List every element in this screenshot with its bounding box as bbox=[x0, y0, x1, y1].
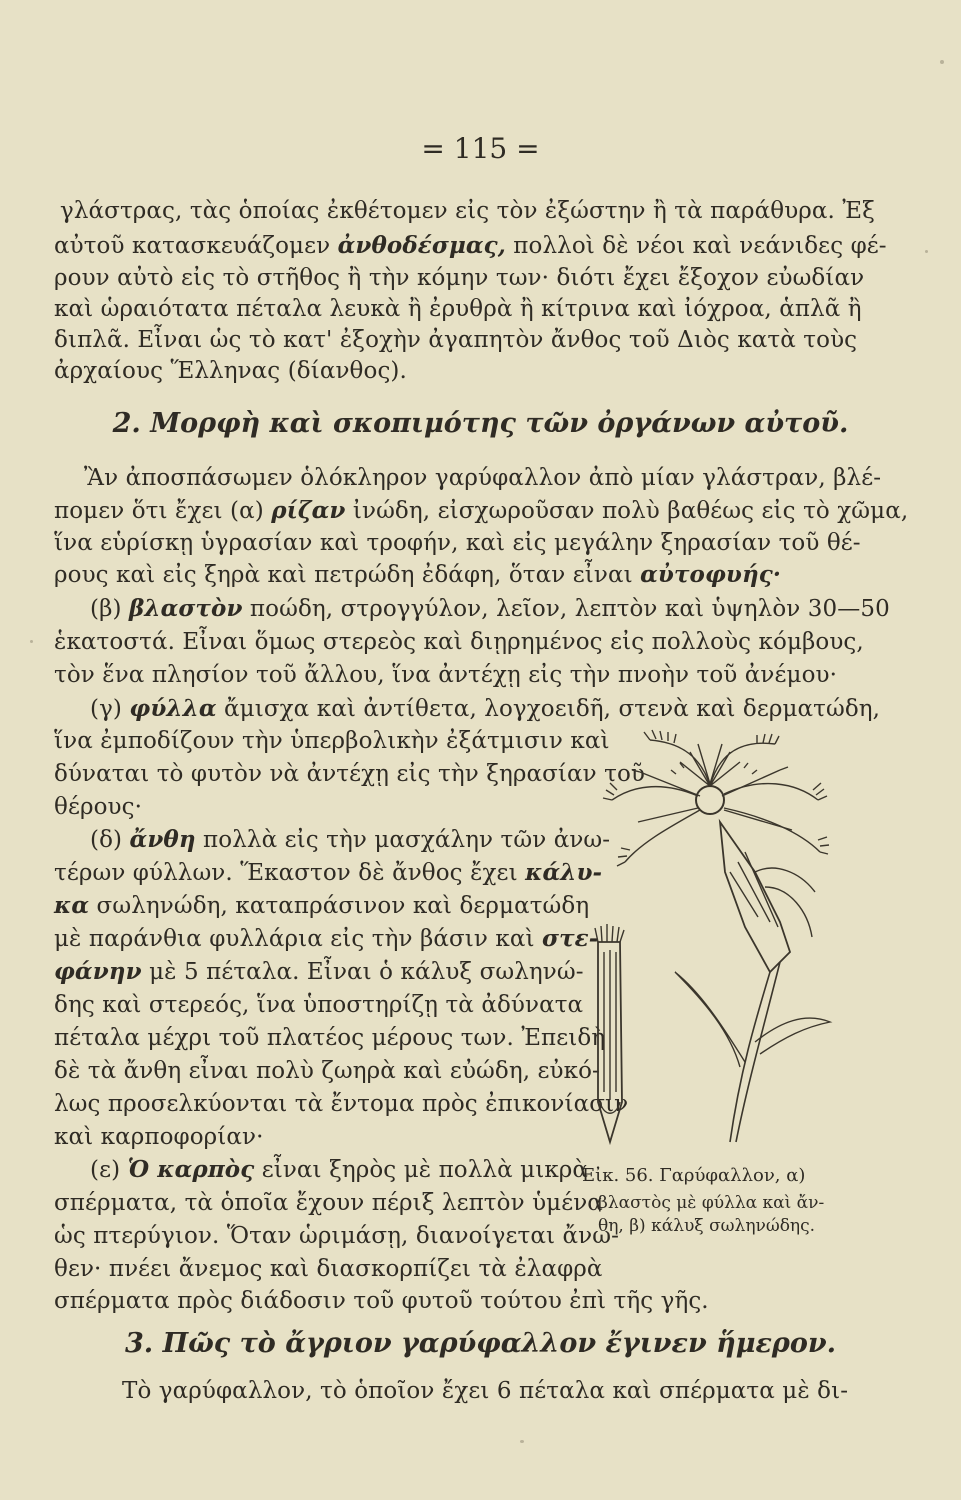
figure-caption-line: βλαστὸς μὲ φύλλα καὶ ἄν- bbox=[598, 1193, 825, 1213]
calyx-tube-drawing bbox=[595, 924, 624, 1142]
text-line: (δ) ἄνθη πολλὰ εἰς τὴν μασχάλην τῶν ἀνω- bbox=[90, 826, 611, 853]
text-line: κα σωληνώδη, καταπράσινον καὶ δερματώδη bbox=[54, 892, 590, 919]
flower-head-drawing bbox=[603, 730, 829, 866]
paper-speck bbox=[940, 60, 944, 64]
text-line: ρουν αὐτὸ εἰς τὸ στῆθος ἢ τὴν κόμην των· διότι ἔχει ἔξοχον εὐωδίαν bbox=[54, 265, 865, 291]
text-line: αὐτοῦ κατασκευάζομεν ἀνθοδέσμας, πολλοὶ δὲ νέοι καὶ νεάνιδες φέ- bbox=[54, 232, 887, 259]
paper-speck bbox=[520, 1440, 524, 1443]
text-line: τέρων φύλλων. Ἕκαστον δὲ ἄνθος ἔχει κάλυ- bbox=[54, 859, 603, 886]
section-heading-3: 3. Πῶς τὸ ἄγριον γαρύφαλλον ἔγινεν ἥμερον. bbox=[125, 1328, 836, 1359]
text-line: πομεν ὅτι ἔχει (α) ρίζαν ἰνώδη, εἰσχωροῦσαν πολὺ βαθέως εἰς τὸ χῶμα, bbox=[54, 497, 909, 524]
figure-caption-line: Εἰκ. 56. Γαρύφαλλον, α) bbox=[582, 1165, 806, 1186]
text-line: ἀρχαίους Ἕλληνας (δίανθος). bbox=[54, 358, 407, 384]
text-line: λως προσελκύονται τὰ ἔντομα πρὸς ἐπικονίασιν bbox=[54, 1091, 629, 1117]
figure-caption-line: θη, β) κάλυξ σωληνώδης. bbox=[598, 1216, 816, 1236]
section-heading-2: 2. Μορφὴ καὶ σκοπιμότης τῶν ὀργάνων αὐτοῦ. bbox=[112, 408, 849, 439]
text-line: θεν· πνέει ἄνεμος καὶ διασκορπίζει τὰ ἐλαφρὰ bbox=[54, 1256, 603, 1282]
text-line: σπέρματα πρὸς διάδοσιν τοῦ φυτοῦ τούτου ἐπὶ τῆς γῆς. bbox=[54, 1288, 709, 1314]
text-line: ἵνα ἐμποδίζουν τὴν ὑπερβολικὴν ἐξάτμισιν καὶ bbox=[54, 728, 610, 754]
text-line: δης καὶ στερεός, ἵνα ὑποστηρίζῃ τὰ ἀδύνατα bbox=[54, 992, 584, 1018]
text-line: (β) βλαστὸν ποώδη, στρογγύλον, λεῖον, λεπτὸν καὶ ὑψηλὸν 30—50 bbox=[90, 595, 890, 622]
text-line: ἑκατοστά. Εἶναι ὅμως στερεὸς καὶ διῃρημένος εἰς πολλοὺς κόμβους, bbox=[54, 629, 864, 655]
text-line: φάνην μὲ 5 πέταλα. Εἶναι ὁ κάλυξ σωληνώ- bbox=[54, 958, 584, 985]
text-line: Ἂν ἀποσπάσωμεν ὁλόκληρον γαρύφαλλον ἀπὸ μίαν γλάστραν, βλέ- bbox=[84, 465, 882, 491]
text-line: καὶ καρποφορίαν· bbox=[54, 1124, 264, 1150]
text-line: δὲ τὰ ἄνθη εἶναι πολὺ ζωηρὰ καὶ εὐώδη, εὐκό- bbox=[54, 1058, 600, 1084]
text-line: (γ) φύλλα ἄμισχα καὶ ἀντίθετα, λογχοειδῆ, στενὰ καὶ δερματώδη, bbox=[90, 695, 881, 722]
text-line: γλάστρας, τὰς ὁποίας ἐκθέτομεν εἰς τὸν ἐξώστην ἢ τὰ παράθυρα. Ἐξ bbox=[60, 198, 875, 224]
text-line: τὸν ἕνα πλησίον τοῦ ἄλλου, ἵνα ἀντέχῃ εἰς τὴν πνοὴν τοῦ ἀνέμου· bbox=[54, 662, 838, 688]
text-line: πέταλα μέχρι τοῦ πλατέος μέρους των. Ἐπειδὴ bbox=[54, 1025, 606, 1051]
paper-speck bbox=[30, 640, 33, 643]
text-line: θέρους· bbox=[54, 794, 143, 820]
text-line: (ε) Ὁ καρπὸς εἶναι ξηρὸς μὲ πολλὰ μικρὰ bbox=[90, 1156, 589, 1183]
text-line: δύναται τὸ φυτὸν νὰ ἀντέχῃ εἰς τὴν ξηρασίαν τοῦ bbox=[54, 761, 645, 787]
text-line: ρους καὶ εἰς ξηρὰ καὶ πετρώδη ἐδάφη, ὅταν εἶναι αὐτοφυής· bbox=[54, 561, 782, 588]
flower-calyx-drawing bbox=[675, 822, 830, 1142]
paper-speck bbox=[925, 250, 928, 253]
text-line: ἵνα εὑρίσκῃ ὑγρασίαν καὶ τροφήν, καὶ εἰς μεγάλην ξηρασίαν τοῦ θέ- bbox=[54, 530, 861, 556]
text-line: ὡς πτερύγιον. Ὅταν ὡριμάσῃ, διανοίγεται ἄνω- bbox=[54, 1223, 619, 1249]
carnation-illustration bbox=[580, 722, 848, 1162]
text-line: μὲ παράνθια φυλλάρια εἰς τὴν βάσιν καὶ στε- bbox=[54, 925, 599, 952]
text-line: διπλᾶ. Εἶναι ὡς τὸ κατ' ἐξοχὴν ἀγαπητὸν ἄνθος τοῦ Διὸς κατὰ τοὺς bbox=[54, 327, 858, 353]
text-line: σπέρματα, τὰ ὁποῖα ἔχουν πέριξ λεπτὸν ὑμένα bbox=[54, 1190, 603, 1216]
text-line: καὶ ὡραιότατα πέταλα λευκὰ ἢ ἐρυθρὰ ἢ κίτρινα καὶ ἰόχροα, ἁπλᾶ ἢ bbox=[54, 296, 862, 322]
page-number: = 115 = bbox=[421, 132, 540, 165]
text-line: Τὸ γαρύφαλλον, τὸ ὁποῖον ἔχει 6 πέταλα καὶ σπέρματα μὲ δι- bbox=[122, 1378, 849, 1404]
